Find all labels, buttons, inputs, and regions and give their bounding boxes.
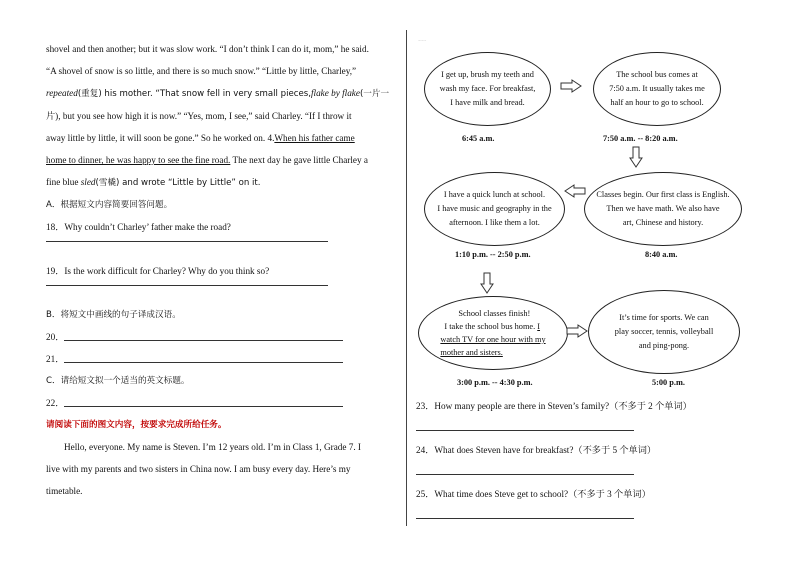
time-label-3: 8:40 a.m.	[645, 250, 678, 259]
answer-line-24[interactable]	[416, 474, 634, 475]
instruction-heading: 请阅读下面的图文内容，按要求完成所给任务。	[46, 420, 227, 430]
timetable-box-2: The school bus comes at 7:50 a.m. It usually takes me half an hour to go to school.	[593, 52, 721, 126]
timetable-box-3: Classes begin. Our first class is English. Then we have math. We also have art, Chinese and history.	[584, 172, 742, 246]
passage-line: fine blue sled(雪橇) and wrote “Little by Little” on it.	[46, 177, 261, 188]
left-arrow-icon	[564, 184, 586, 198]
left-column	[46, 38, 396, 502]
passage-line: repeated(重复) his mother. “That snow fell in very small pieces,flake by flake(一片一	[46, 88, 390, 99]
intro-line: Hello, everyone. My name is Steven. I’m 12 years old. I’m in Class 1, Grade 7. I	[64, 442, 361, 452]
answer-line-18[interactable]	[46, 241, 328, 242]
underlined-sentence: When his father came	[274, 133, 355, 143]
section-b-heading: B．将短文中画线的句子译成汉语。	[46, 310, 181, 320]
column-divider	[406, 30, 407, 526]
timetable-box-6: It’s time for sports. We can play soccer, tennis, volleyball and ping-pong.	[588, 290, 740, 374]
intro-line: timetable.	[46, 486, 83, 496]
time-label-2: 7:50 a.m. -- 8:20 a.m.	[603, 134, 678, 143]
passage-line: away little by little, it will soon be gone.” So he worked on. 4.When his father came	[46, 133, 355, 143]
passage-line: 片), but you see how high it is now.” “Yes, mom, I see,” said Charley. “If I throw it	[46, 111, 352, 121]
question-18: 18．Why couldn’t Charley’ father make the road?	[46, 222, 231, 232]
time-label-1: 6:45 a.m.	[462, 134, 495, 143]
timetable-box-1: I get up, brush my teeth and wash my face. For breakfast, I have milk and bread.	[424, 52, 551, 126]
down-arrow-icon	[480, 272, 494, 294]
section-a-heading: A．根据短文内容简要回答问题。	[46, 200, 173, 210]
question-22: 22．	[46, 392, 396, 414]
right-arrow-icon	[566, 324, 588, 338]
question-19: 19．Is the work difficult for Charley? Why do you think so?	[46, 266, 270, 276]
question-24: 24．What does Steven have for breakfast?（不多于 5 个单词）	[416, 445, 657, 455]
question-23: 23．How many people are there in Steven’s family?（不多于 2 个单词）	[416, 401, 692, 411]
answer-line-19[interactable]	[46, 285, 328, 286]
answer-line-22[interactable]	[64, 406, 343, 407]
time-label-4: 1:10 p.m. -- 2:50 p.m.	[455, 250, 531, 259]
question-25: 25．What time does Steve get to school?（不多于 3 个单词）	[416, 489, 651, 499]
timetable-box-5: School classes finish! I take the school bus home. I watch TV for one hour with my mother and sisters.	[418, 296, 568, 370]
answer-line-23[interactable]	[416, 430, 634, 431]
passage-line: shovel and then another; but it was slow work. “I don’t think I can do it, mom,” he said.	[46, 44, 369, 54]
section-c-heading: C．请给短文拟一个适当的英文标题。	[46, 376, 190, 386]
underlined-sentence: mother and sisters.	[440, 348, 503, 357]
question-21: 21．	[46, 348, 396, 370]
answer-line-20[interactable]	[64, 340, 343, 341]
right-arrow-icon	[560, 79, 582, 93]
underlined-sentence: home to dinner, he was happy to see the fine road.	[46, 155, 231, 165]
passage-line: home to dinner, he was happy to see the fine road. The next day he gave little Charley a	[46, 155, 368, 165]
time-label-5: 3:00 p.m. -- 4:30 p.m.	[457, 378, 533, 387]
question-20: 20．	[46, 326, 396, 348]
time-label-6: 5:00 p.m.	[652, 378, 685, 387]
down-arrow-icon	[629, 146, 643, 168]
header-mark: ...........	[418, 38, 427, 42]
underlined-sentence: watch TV for one hour with my	[440, 335, 546, 344]
timetable-box-4: I have a quick lunch at school. I have music and geography in the afternoon. I like them a lot.	[424, 172, 565, 246]
answer-line-25[interactable]	[416, 518, 634, 519]
passage-line: “A shovel of snow is so little, and there is so much snow.” “Little by little, Charley,”	[46, 66, 357, 76]
intro-line: live with my parents and two sisters in China now. I am busy every day. Here’s my	[46, 464, 351, 474]
answer-line-21[interactable]	[64, 362, 343, 363]
